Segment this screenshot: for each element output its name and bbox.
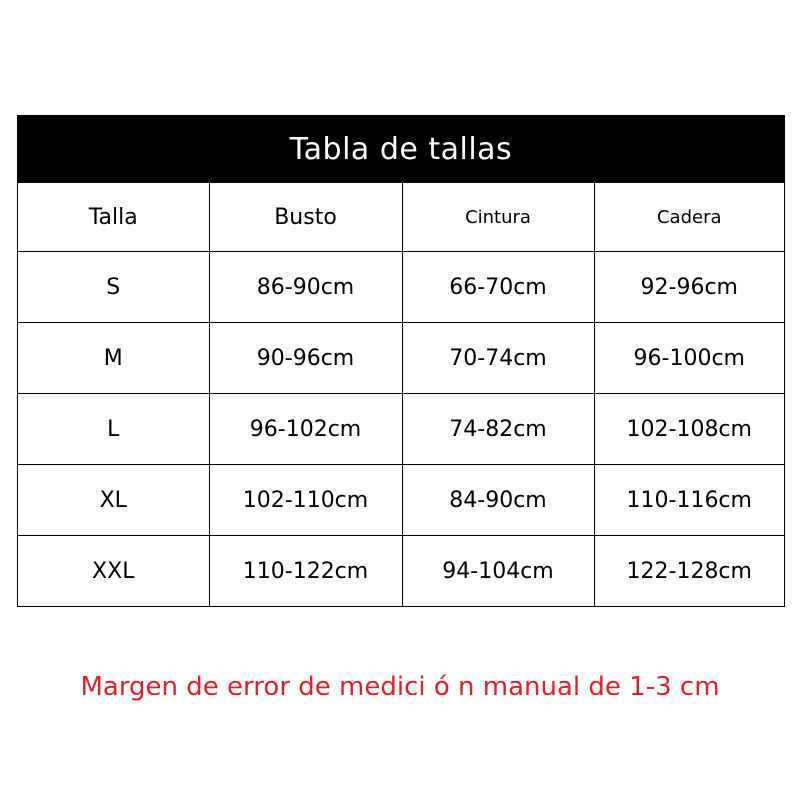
column-header-talla: Talla — [18, 183, 209, 252]
column-header-cadera: Cadera — [594, 183, 784, 252]
bust-cell: 96-102cm — [209, 394, 402, 465]
bust-cell: 110-122cm — [209, 536, 402, 607]
bust-cell: 102-110cm — [209, 465, 402, 536]
hip-cell: 122-128cm — [594, 536, 784, 607]
waist-cell: 94-104cm — [402, 536, 594, 607]
waist-cell: 84-90cm — [402, 465, 594, 536]
hip-cell: 96-100cm — [594, 323, 784, 394]
measurement-error-note: Margen de error de medici ó n manual de 1-3 cm — [80, 672, 720, 702]
waist-cell: 66-70cm — [402, 252, 594, 323]
waist-cell: 70-74cm — [402, 323, 594, 394]
waist-cell: 74-82cm — [402, 394, 594, 465]
size-chart — [17, 115, 785, 607]
table-row — [18, 323, 784, 394]
table-row — [18, 394, 784, 465]
column-header-cintura: Cintura — [402, 183, 594, 252]
header-row — [18, 183, 784, 252]
size-table — [18, 183, 784, 606]
table-row — [18, 252, 784, 323]
size-cell: M — [18, 323, 209, 394]
size-cell: S — [18, 252, 209, 323]
hip-cell: 110-116cm — [594, 465, 784, 536]
column-header-busto: Busto — [209, 183, 402, 252]
hip-cell: 102-108cm — [594, 394, 784, 465]
bust-cell: 90-96cm — [209, 323, 402, 394]
table-row — [18, 536, 784, 607]
size-cell: L — [18, 394, 209, 465]
size-cell: XL — [18, 465, 209, 536]
hip-cell: 92-96cm — [594, 252, 784, 323]
chart-title: Tabla de tallas — [18, 116, 784, 183]
bust-cell: 86-90cm — [209, 252, 402, 323]
size-cell: XXL — [18, 536, 209, 607]
table-row — [18, 465, 784, 536]
